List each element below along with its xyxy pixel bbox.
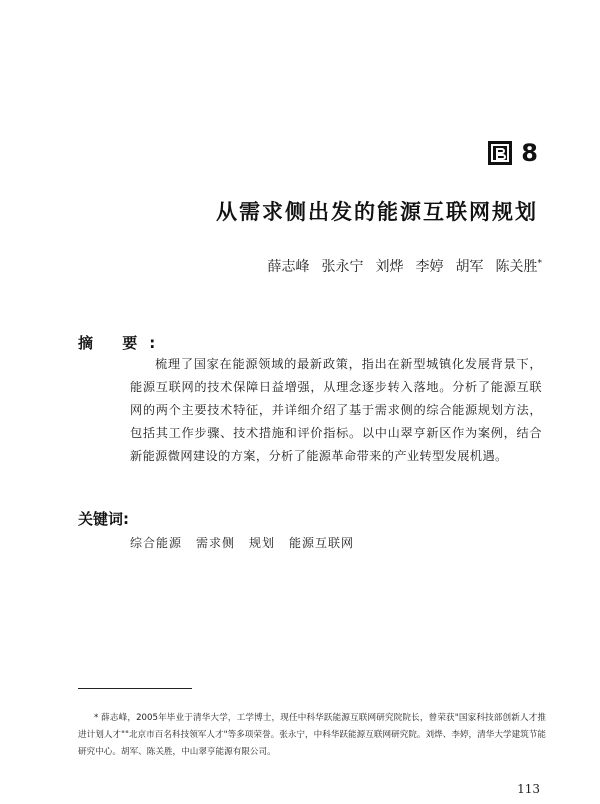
author-name-last <box>496 256 543 276</box>
footnote-divider <box>78 688 192 689</box>
article-title: 从需求侧出发的能源互联网规划 <box>216 200 538 224</box>
keyword: 需求侧 <box>196 536 236 550</box>
chapter-heading <box>487 140 538 166</box>
abstract-text: 梳理了国家在能源领域的最新政策，指出在新型城镇化发展背景下，能源互联网的技术保障日益增强，从理念逐步转入落地。分析了能源互联网的两个主要技术特征，并详细介绍了基于需求侧的综合能源规划方法，包括其工作步骤、技术措施和评价指标。以中山翠亨新区作为案例，结合新能源微网建设的方案，分析了能源革命带来的产业转型发展机遇。 <box>130 357 542 463</box>
author-name: 胡军 <box>455 259 484 275</box>
chapter-number: 8 <box>521 139 538 167</box>
author-name: 陈关胜 <box>495 259 538 275</box>
author-footnote: * 薛志峰，2005年毕业于清华大学，工学博士，现任中科华跃能源互联网研究院院长，曾荣获"国家科技部创新人才推进计划人才""北京市百名科技领军人才"等多项荣誉。张永宁，中科华跃能源互联网研究院。刘烨、李婷，清华大学建筑节能研究中心。胡军、陈关胜，中山翠亨能源有限公司。 <box>78 713 546 757</box>
book-section-icon <box>487 140 513 166</box>
author-name: 刘烨 <box>375 259 404 275</box>
keyword: 能源互联网 <box>289 536 355 550</box>
abstract-label: 摘 要: <box>78 334 168 352</box>
author-name: 薛志峰 <box>267 259 310 275</box>
keyword-list <box>130 534 354 551</box>
author-name: 张永宁 <box>321 259 364 275</box>
author-list <box>268 256 543 276</box>
author-footnote-mark: * <box>537 258 542 269</box>
keywords-label: 关键词: <box>78 510 129 528</box>
author-name: 李婷 <box>415 259 444 275</box>
keyword: 规划 <box>249 536 276 550</box>
keyword: 综合能源 <box>130 536 183 550</box>
page-number: 113 <box>517 782 540 796</box>
